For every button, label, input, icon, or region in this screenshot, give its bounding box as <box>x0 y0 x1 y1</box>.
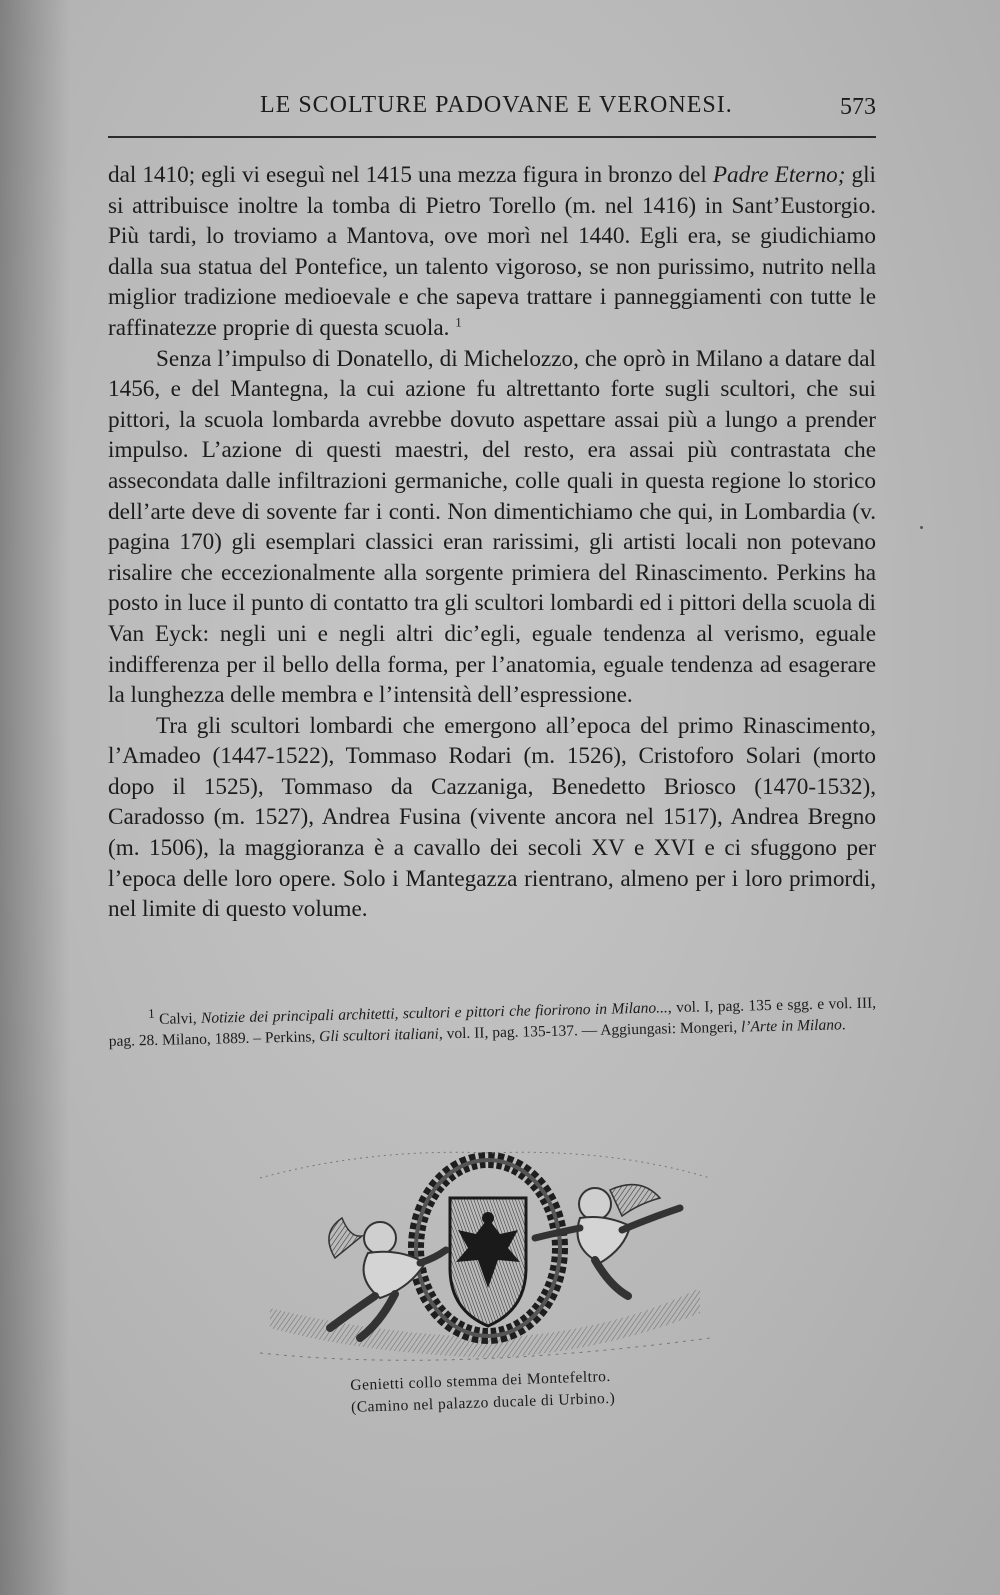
engraving-figure <box>250 1138 720 1378</box>
caption-line-2: (Camino nel palazzo ducale di Urbino.) <box>350 1389 616 1416</box>
footnote-ref: 1 <box>455 314 462 330</box>
paragraph-1: dal 1410; egli vi eseguì nel 1415 una mezza figura in bronzo del Padre Eterno; gli si attribuisce inoltre la tomba di Pietro Torello (m. nel 1416) in Sant’Eustorgio. Più tardi, lo troviamo a Mantova, ove morì nel 1440. Egli era, se giudichiamo dalla sua statua del Pontefice, un talento vigoroso, se non purissimo, nutrito nella miglior tradizione medioevale e che sapeva trattare i panneggiamenti con tutte le raffinatezze proprie di questa scuola. $^1$ <box>108 162 876 341</box>
paper-speck <box>920 526 923 529</box>
paragraph-3: Tra gli scultori lombardi che emergono all’epoca del primo Rinascimento, l’Amadeo (1447-1522), Tommaso Rodari (m. 1526), Cristoforo Solari (morto dopo il 1525), Tommaso da Cazzaniga, Benedetto Briosco (1470-1532), Caradosso (m. 1527), Andrea Fusina (vivente ancora nel 1517), Andrea Bregno (m. 1506), la maggioranza è a cavallo dei secoli XV e XVI e ci sfuggono per l’epoca delle loro opere. Solo i Mantegazza rientrano, almeno per i loro primordi, nel limite di questo volume. <box>108 712 876 923</box>
caption-line-1: Genietti collo stemma dei Montefeltro. <box>350 1367 611 1394</box>
binding-shadow <box>0 0 70 1595</box>
italic-title: Padre Eterno; <box>712 162 846 188</box>
body-text <box>108 160 876 925</box>
header-rule <box>108 136 876 138</box>
cherubs-coat-of-arms-engraving <box>250 1138 720 1378</box>
footnote-number: 1 <box>147 1005 155 1021</box>
page-header <box>108 92 876 132</box>
footnote: $^1$ Calvi, Notizie dei principali architetti, scultori e pittori che fiorirono in Milano..., vol. I, pag. 135 e sgg. e vol. III, pag. 28. Milano, 1889. – Perkins, Gli scultori italiani, vol. II, pag. 135-137. — Aggiungasi: Mongeri, l’Arte in Milano. <box>108 994 877 1050</box>
paragraph-2: Senza l’impulso di Donatello, di Michelozzo, che oprò in Milano a datare dal 1456, e del Mantegna, la cui azione fu altrettanto forte sugli scultori, che sui pittori, la scuola lombarda avrebbe dovuto aspettare assai più a lungo a prender impulso. L’azione di questi maestri, del resto, era assai più contrastata che assecondata dalle infiltrazioni germaniche, colle quali in questa regione lo storico dell’arte deve di sovente far i conti. Non dimentichiamo che qui, in Lombardia (v. pagina 170) gli esemplari classici eran rarissimi, gli artisti locali non potevano risalire che eccezionalmente alla sorgente primiera del Rinascimento. Perkins ha posto in luce il punto di contatto tra gli scultori lombardi ed i pittori della scuola di Van Eyck: negli uni e negli altri dic’egli, eguale tendenza al verismo, eguale indifferenza per il bello della forma, per l’anatomia, eguale tendenza ad esagerare la lunghezza delle membra e l’intensità dell’espressione. <box>108 345 876 709</box>
running-title: LE SCOLTURE PADOVANE E VERONESI. <box>260 92 733 118</box>
page-number: 573 <box>840 94 876 120</box>
